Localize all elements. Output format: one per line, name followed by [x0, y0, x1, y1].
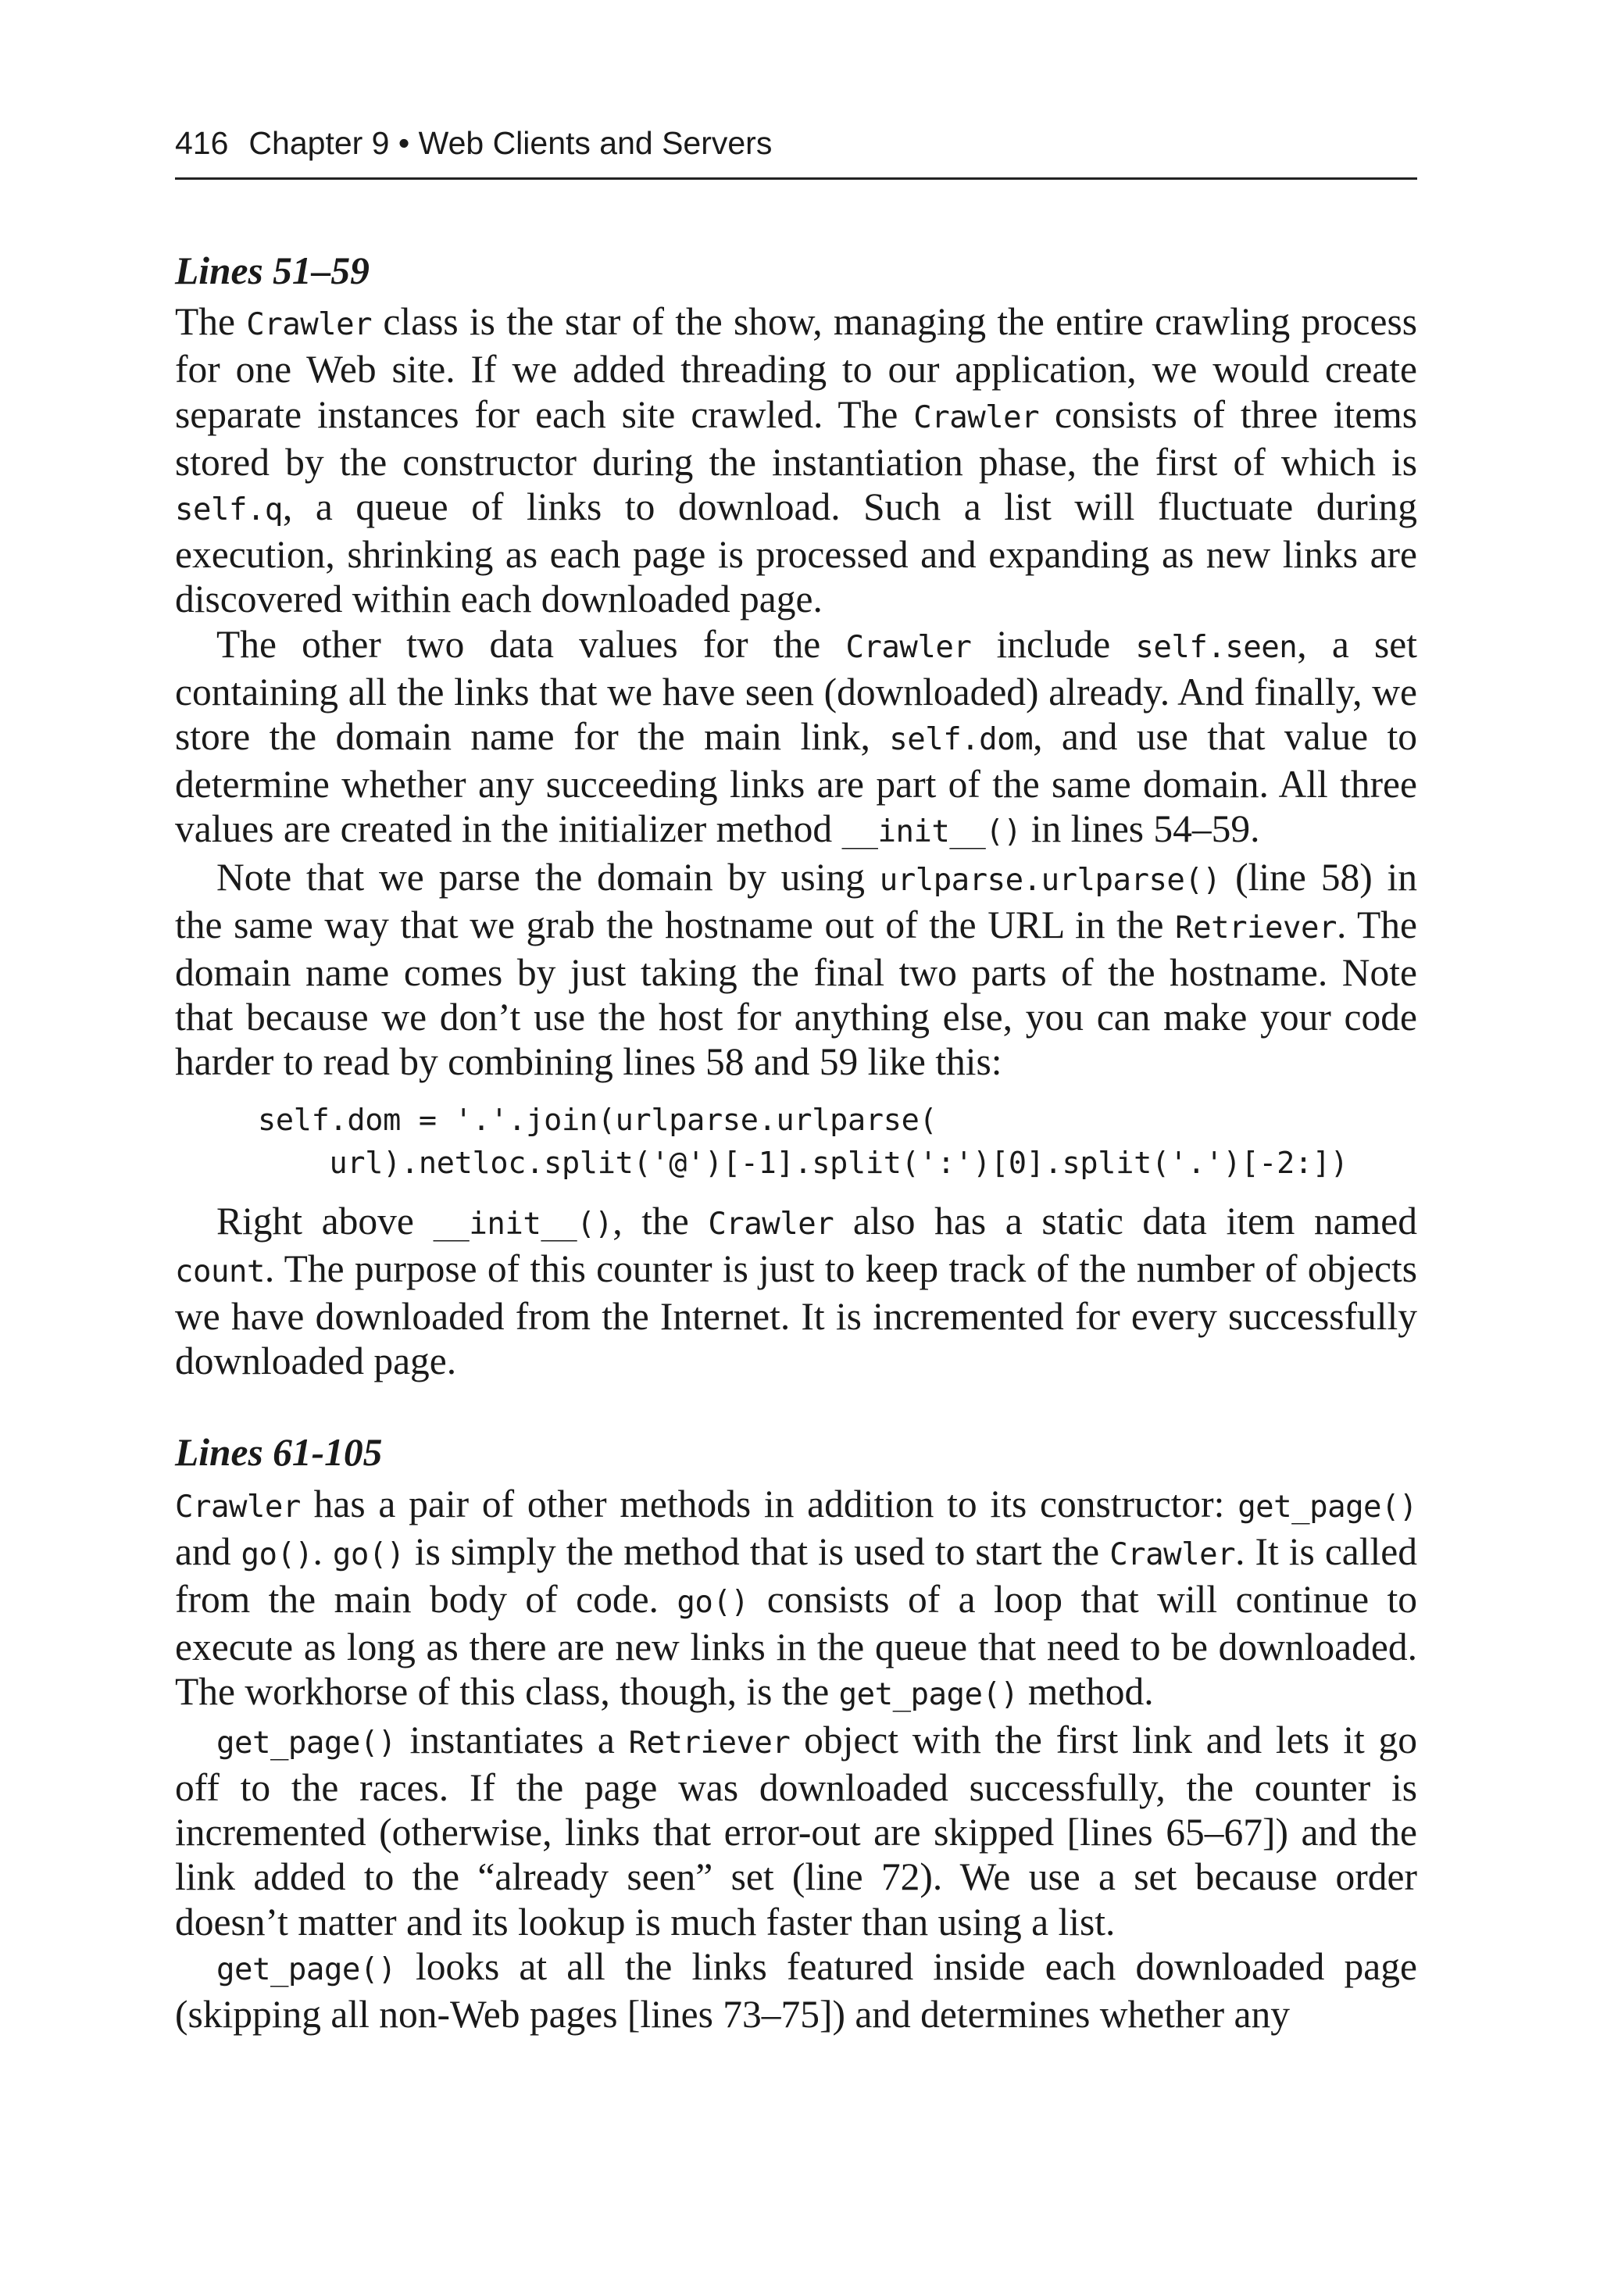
- paragraph: Crawler has a pair of other methods in addition to its constructor: get_page() and go(). go() is simply the method that is used to start the Crawler. It is called from the main body of code. go() consists of a loop that will continue to execute as long as there are new links in the queue that need to be downloaded. The workhorse of this class, though, is the get_page() method.: [175, 1482, 1417, 1714]
- paragraph: The Crawler class is the star of the show, managing the entire crawling process for one Web site. If we added threading to our application, we would create separate instances for each site crawled. The Crawler consists of three items stored by the constructor during the instantiation phase, the first of which is self.q, a queue of links to download. Such a list will fluctuate during execution, shrinking as each page is processed and expanding as new links are discovered within each downloaded page.: [175, 300, 1417, 621]
- section-heading: Lines 51–59: [175, 249, 370, 292]
- paragraph: get_page() instantiates a Retriever object with the first link and lets it go off to the races. If the page was downloaded successfully, the counter is incremented (otherwise, links that error-out are skipped [lines 65–67]) and the link added to the “already seen” set (line 72). We use a set because order doesn’t matter and its lookup is much faster than using a list.: [175, 1718, 1417, 1944]
- inline-code: Crawler: [246, 307, 373, 343]
- inline-code: get_page(): [1238, 1489, 1417, 1525]
- inline-code: self.seen: [1135, 629, 1298, 665]
- running-header: [175, 123, 1417, 180]
- inline-code: get_page(): [216, 1725, 396, 1761]
- inline-code: __init__(): [841, 814, 1022, 850]
- paragraph: Right above __init__(), the Crawler also has a static data item named count. The purpose of this counter is just to keep track of the number of objects we have downloaded from the Internet. It is incremented for every successfully downloaded page.: [175, 1199, 1417, 1383]
- inline-code: count: [175, 1254, 265, 1289]
- inline-code: get_page(): [216, 1951, 396, 1987]
- section-heading: Lines 61-105: [175, 1431, 383, 1475]
- inline-code: go(): [677, 1585, 749, 1621]
- code-line: url).netloc.split('@')[-1].split(':')[0].split('.')[-2:]): [258, 1145, 1348, 1181]
- code-block: [258, 1099, 1417, 1185]
- inline-code: self.dom: [889, 722, 1034, 758]
- inline-code: Crawler: [913, 399, 1040, 435]
- inline-code: Crawler: [845, 629, 972, 665]
- inline-code: urlparse.urlparse(): [879, 862, 1221, 898]
- page-body: [175, 234, 1417, 2037]
- code-line: self.dom = '.'.join(urlparse.urlparse(: [258, 1102, 938, 1138]
- inline-code: Retriever: [1175, 910, 1337, 946]
- inline-code: __init__(): [433, 1206, 613, 1242]
- paragraph: Note that we parse the domain by using urlparse.urlparse() (line 58) in the same way that we grab the hostname out of the URL in the Retriever. The domain name comes by just taking the final two parts of the hostname. Note that because we don’t use the host for anything else, you can make your code harder to read by combining lines 58 and 59 like this:: [175, 855, 1417, 1084]
- inline-code: go(): [332, 1536, 405, 1572]
- inline-code: Crawler: [708, 1206, 834, 1242]
- paragraph: get_page() looks at all the links featured inside each downloaded page (skipping all non-Web pages [lines 73–75]) and determines whether any: [175, 1944, 1417, 2036]
- page-number: 416: [175, 125, 229, 161]
- paragraph: The other two data values for the Crawler include self.seen, a set containing all the links that we have seen (downloaded) already. And finally, we store the domain name for the main link, self.dom, and use that value to determine whether any succeeding links are part of the same domain. All three values are created in the initializer method __init__() in lines 54–59.: [175, 622, 1417, 851]
- inline-code: Crawler: [175, 1489, 301, 1525]
- inline-code: go(): [241, 1536, 313, 1572]
- chapter-title: Chapter 9 • Web Clients and Servers: [248, 125, 773, 161]
- inline-code: self.q: [175, 492, 283, 528]
- inline-code: Crawler: [1109, 1536, 1236, 1572]
- inline-code: get_page(): [838, 1677, 1019, 1713]
- inline-code: Retriever: [628, 1725, 791, 1761]
